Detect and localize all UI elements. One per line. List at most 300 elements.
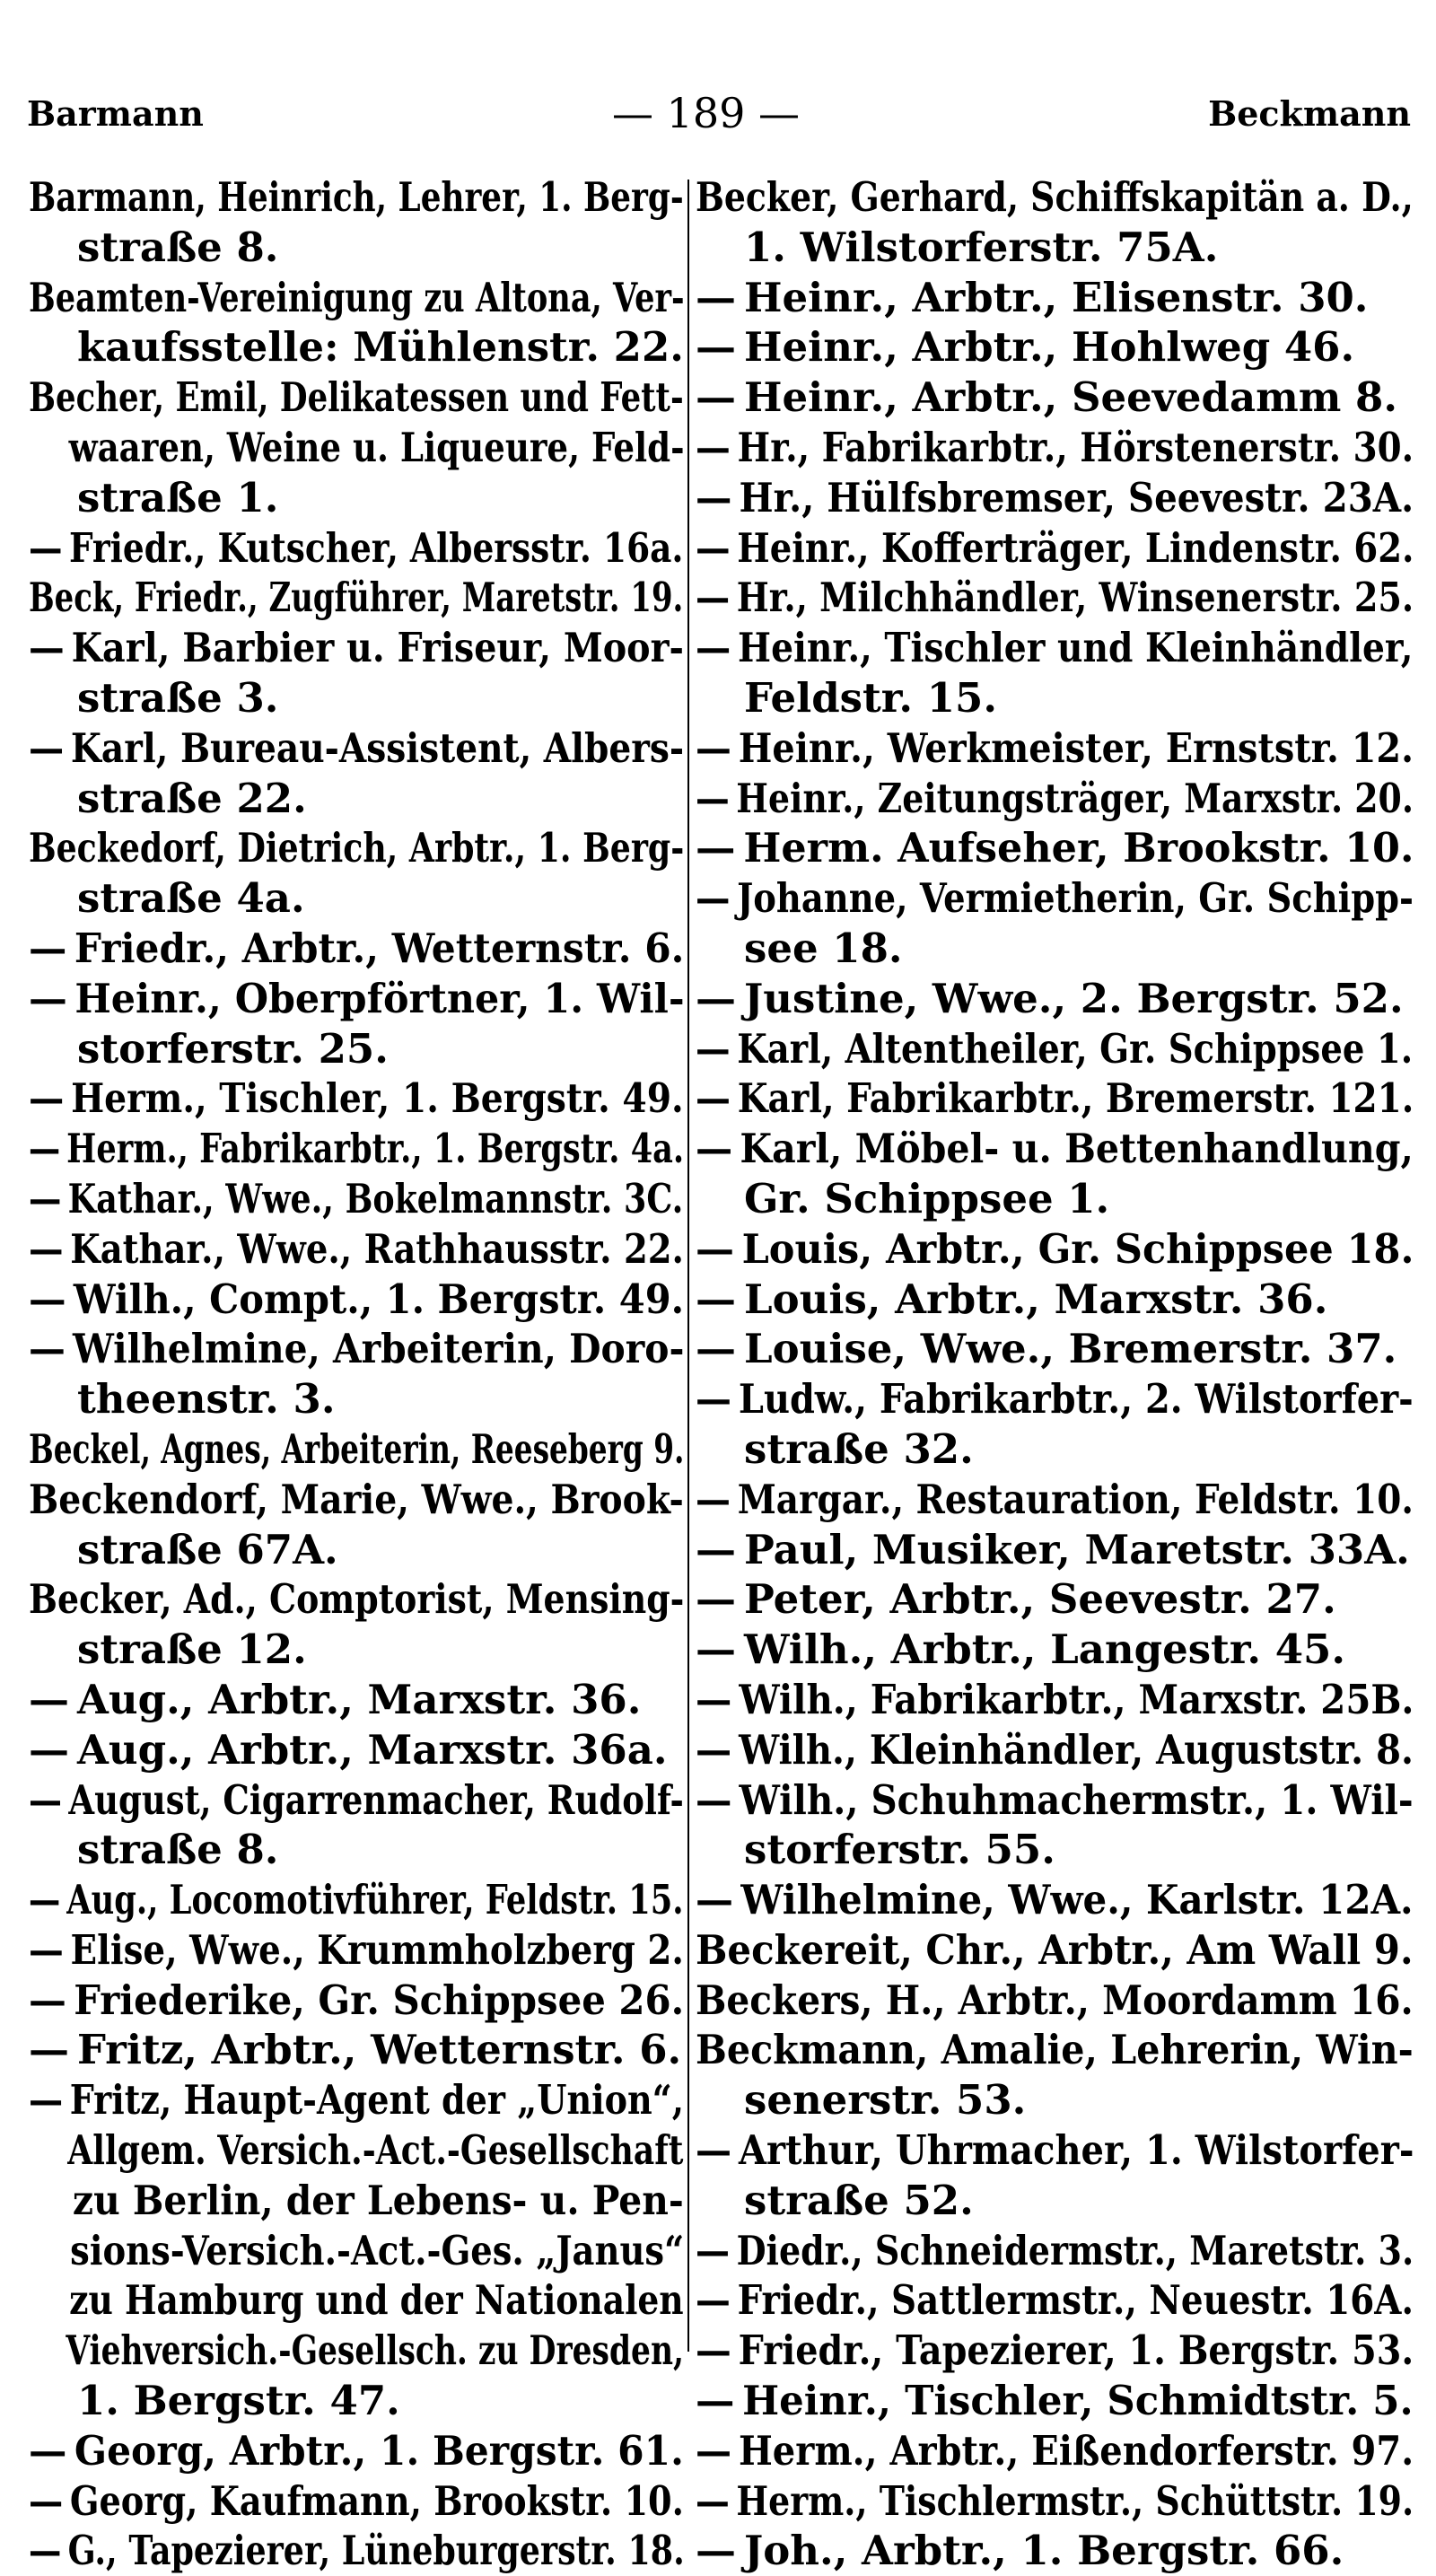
ditto-dash: — [696,323,736,372]
ditto-dash: — [696,824,736,872]
entry-text: kaufsstelle: Mühlenstr. 22. [76,323,684,372]
directory-entry [29,974,684,1074]
entry-line [29,774,684,824]
ditto-dash: — [696,1775,732,1824]
entry-line [696,723,1414,774]
entry-text: straße 52. [744,2176,974,2224]
entry-line [29,673,684,723]
entry-line [696,1024,1414,1074]
ditto-dash: — [696,2276,731,2325]
entry-line [696,172,1414,223]
entry-line [29,1675,684,1725]
entry-line [29,2226,685,2276]
entry-line [29,473,684,523]
entry-text: Herm., Tischler, 1. Bergstr. 49. [71,1074,684,1123]
entry-text: Paul, Musiker, Maretstr. 33A. [744,1525,1410,1573]
directory-entry [29,1275,684,1325]
ditto-dash: — [696,2326,731,2375]
directory-entry [29,723,684,824]
directory-entry [29,2025,684,2075]
entry-text: Friedr., Kutscher, Albersstr. 16a. [68,523,684,572]
ditto-dash: — [696,1325,736,1373]
entry-line [29,172,684,223]
entry-text: see 18. [744,924,903,972]
entry-line [29,1525,684,1575]
entry-line [696,1324,1414,1374]
directory-entry [696,322,1414,372]
entry-line [696,322,1414,372]
entry-text: Fritz, Haupt-Agent der „Union“, [69,2076,684,2125]
entry-line [29,623,684,673]
directory-entry [29,2526,684,2576]
entry-line [29,573,684,623]
directory-entry [29,1224,684,1275]
entry-text: G., Tapezierer, Lüneburgerstr. 18. [67,2527,685,2575]
page-header [27,86,1411,140]
entry-line [29,924,685,974]
entry-line [29,873,684,924]
directory-entry [29,372,684,522]
ditto-dash: — [696,2126,732,2175]
entry-line [29,1174,684,1224]
entry-text: Herm. Aufseher, Brookstr. 10. [743,824,1414,872]
directory-entry [696,873,1414,974]
ditto-dash: — [696,473,732,521]
ditto-dash: — [29,924,67,972]
entry-text: Barmann, Heinrich, Lehrer, 1. Berg- [29,173,684,221]
directory-entry [29,1073,684,1124]
ditto-dash: — [696,523,731,572]
running-head-left: Barmann [27,92,204,134]
entry-line [696,974,1414,1024]
ditto-dash: — [696,723,731,772]
entry-text: Herm., Tischlermstr., Schüttstr. 19. [736,2476,1414,2525]
entry-line [29,1073,684,1124]
ditto-dash: — [696,2377,735,2425]
entry-text: straße 8. [77,223,279,271]
entry-line [696,2526,1414,2576]
entry-line [29,1224,684,1275]
entry-line [29,1424,685,1475]
entry-text: Heinr., Tischler und Kleinhändler, [738,624,1414,672]
entry-line [696,1574,1414,1625]
ditto-dash: — [29,1224,64,1273]
ditto-dash: — [29,2476,64,2525]
entry-text: Viehversich.-Gesellsch. zu Dresden, [66,2326,685,2375]
directory-entry [29,1875,684,1925]
entry-line [696,223,1414,273]
entry-text: Heinr., Tischler, Schmidtstr. 5. [742,2377,1414,2425]
entry-text: straße 12. [77,1625,307,1674]
directory-entry [696,2326,1414,2376]
directory-entry [696,2125,1414,2226]
ditto-dash: — [29,723,65,772]
directory-entry [29,2426,684,2476]
entry-text: Becher, Emil, Delikatessen und Fett- [29,373,684,422]
entry-text: Wilh., Compt., 1. Bergstr. 49. [73,1275,685,1323]
entry-line [696,2176,1414,2226]
directory-entry [29,523,684,574]
entry-line [29,1574,685,1625]
entry-text: Becker, Ad., Comptorist, Mensing- [29,1575,685,1624]
entry-line [29,1124,685,1174]
ditto-dash: — [696,974,736,1022]
entry-text: Georg, Kaufmann, Brookstr. 10. [69,2476,684,2525]
directory-entry [696,1275,1414,1325]
ditto-dash: — [696,874,731,923]
entry-text: Friedr., Sattlermstr., Neuestr. 16A. [737,2276,1414,2325]
ditto-dash: — [696,273,736,321]
entry-line [696,1124,1414,1174]
ditto-dash: — [29,1275,66,1323]
ditto-dash: — [696,2426,732,2475]
directory-entry [696,523,1414,574]
entry-text: Beamten-Vereinigung zu Altona, Ver- [29,273,685,321]
entry-line [29,1475,684,1525]
entry-text: senerstr. 53. [744,2076,1027,2125]
ditto-dash: — [696,1575,736,1624]
entry-text: zu Hamburg und der Nationalen [69,2276,684,2325]
ditto-dash: — [29,1325,66,1373]
directory-entry [696,2025,1414,2125]
directory-entry [696,2526,1414,2576]
entry-line [696,1275,1414,1325]
entry-text: Georg, Arbtr., 1. Bergstr. 61. [74,2426,684,2475]
right-column [696,172,1414,2576]
directory-entry [696,1024,1414,1074]
directory-entry [696,623,1414,723]
entry-text: theenstr. 3. [77,1375,336,1424]
entry-line [696,423,1414,473]
directory-entry [29,1574,684,1675]
entry-line [696,1775,1414,1826]
entry-text: Hr., Fabrikarbtr., Hörstenerstr. 30. [737,423,1414,471]
ditto-dash: — [696,624,731,672]
directory-entry [29,1475,684,1575]
directory-entry [29,623,684,723]
entry-text: Heinr., Werkmeister, Ernststr. 12. [738,723,1414,772]
entry-line [696,1625,1414,1675]
directory-entry [29,1775,684,1876]
entry-text: Heinr., Arbtr., Elisenstr. 30. [744,273,1369,321]
directory-entry [29,1424,684,1475]
entry-text: Friedr., Tapezierer, 1. Bergstr. 53. [738,2326,1414,2375]
entry-line [696,1675,1414,1725]
ditto-dash: — [29,1925,64,1974]
entry-text: Beckmann, Amalie, Lehrerin, Win- [696,2026,1414,2074]
entry-line [29,823,685,873]
directory-entry [696,1725,1414,1775]
entry-text: Margar., Restauration, Feldstr. 10. [737,1475,1414,1523]
entry-text: Louise, Wwe., Bremerstr. 37. [744,1325,1397,1373]
entry-line [29,1725,684,1775]
entry-line [29,1775,684,1826]
directory-entry [696,172,1414,273]
entry-text: Beckedorf, Dietrich, Arbtr., 1. Berg- [29,824,685,872]
entry-line [696,2426,1414,2476]
directory-entry [696,1574,1414,1625]
ditto-dash: — [696,1275,736,1323]
entry-text: Gr. Schippsee 1. [744,1174,1110,1222]
ditto-dash: — [696,1725,732,1774]
ditto-dash: — [29,1725,69,1774]
entry-line [29,1374,684,1424]
ditto-dash: — [696,1125,733,1173]
entry-line [696,2125,1414,2176]
directory-entry [696,1875,1414,1925]
entry-line [696,1825,1414,1875]
ditto-dash: — [29,974,67,1022]
entry-line [696,273,1414,323]
entry-text: Aug., Locomotivführer, Feldstr. 15. [66,1876,684,1924]
ditto-dash: — [696,1074,731,1123]
entry-text: Louis, Arbtr., Gr. Schippsee 18. [741,1224,1414,1273]
directory-entry [29,1725,684,1775]
directory-entry [696,1475,1414,1525]
directory-entry [29,1925,684,1976]
ditto-dash: — [29,1174,62,1222]
ditto-dash: — [29,523,63,572]
directory-entry [29,172,684,273]
entry-text: Aug., Arbtr., Marxstr. 36a. [77,1725,668,1774]
entry-line [696,2376,1414,2426]
directory-entry [696,974,1414,1024]
ditto-dash: — [29,1876,61,1924]
ditto-dash: — [29,1125,61,1173]
entry-text: Feldstr. 15. [744,673,997,722]
entry-text: Fritz, Arbtr., Wetternstr. 6. [77,2026,682,2074]
directory-entry [29,273,684,373]
entry-line [696,1374,1414,1424]
entry-line [29,223,684,273]
directory-entry [696,1675,1414,1725]
ditto-dash: — [29,2026,69,2074]
entry-text: Heinr., Zeitungsträger, Marxstr. 20. [736,774,1414,822]
directory-entry [29,1174,684,1224]
entry-text: Johanne, Vermietherin, Gr. Schipp- [737,874,1414,923]
ditto-dash: — [696,373,736,422]
entry-text: Heinr., Arbtr., Hohlweg 46. [744,323,1355,372]
entry-text: Beckendorf, Marie, Wwe., Brook- [29,1475,684,1523]
directory-entry [696,1976,1414,2026]
entry-text: Beckel, Agnes, Arbeiterin, Reeseberg 9. [29,1424,685,1473]
entry-text: Wilh., Schuhmachermstr., 1. Wil- [739,1775,1414,1824]
entry-line [696,2476,1414,2527]
ditto-dash: — [696,2476,730,2525]
entry-text: Heinr., Oberpförtner, 1. Wil- [74,974,685,1022]
ditto-dash: — [696,1876,733,1924]
entry-line [696,2326,1414,2376]
directory-entry [696,573,1414,623]
entry-text: Diedr., Schneidermstr., Maretstr. 3. [736,2226,1414,2274]
ditto-dash: — [29,1074,65,1123]
entry-line [696,2275,1414,2326]
directory-entry [696,2426,1414,2476]
directory-entry [696,1324,1414,1374]
ditto-dash: — [696,1625,736,1674]
directory-entry [696,423,1414,473]
directory-entry [29,1976,684,2026]
entry-text: straße 3. [77,673,279,722]
entry-line [29,2426,684,2476]
ditto-dash: — [29,624,65,672]
directory-entry [696,2476,1414,2527]
entry-line [29,1925,684,1976]
directory-entry [696,1775,1414,1876]
entry-text: Justine, Wwe., 2. Bergstr. 52. [744,974,1404,1022]
entry-line [696,573,1414,623]
directory-entry [696,2226,1414,2276]
entry-text: Karl, Barbier u. Friseur, Moor- [71,624,684,672]
directory-entry [29,924,684,974]
ditto-dash: — [29,2426,67,2475]
entry-text: Hr., Hülfsbremser, Seevestr. 23A. [739,473,1414,521]
entry-text: Heinr., Arbtr., Seevedamm 8. [744,373,1398,422]
ditto-dash: — [696,423,731,471]
entry-text: Karl, Bureau-Assistent, Albers- [70,723,685,772]
directory-entry [29,823,684,924]
entry-line [696,1875,1414,1925]
entry-text: straße 1. [77,473,279,521]
ditto-dash: — [696,2226,730,2274]
entry-line [29,2326,685,2376]
entry-text: Hr., Milchhändler, Winsenerstr. 25. [736,574,1414,622]
entry-text: Beck, Friedr., Zugführer, Maretstr. 19. [29,574,684,622]
entry-line [696,774,1414,824]
directory-entry [696,1124,1414,1224]
entry-text: August, Cigarrenmacher, Rudolf- [68,1775,684,1824]
directory-entry [696,1925,1414,1976]
directory-entry [696,1525,1414,1575]
entry-line [696,2075,1414,2125]
entry-line [29,1324,685,1374]
entry-text: Herm., Fabrikarbtr., 1. Bergstr. 4a. [66,1125,685,1173]
entry-line [696,372,1414,423]
column-divider [687,180,689,2352]
entry-text: Becker, Gerhard, Schiffskapitän a. D., [696,173,1414,221]
entry-text: Karl, Altentheiler, Gr. Schippsee 1. [737,1024,1414,1073]
entry-line [696,1475,1414,1525]
entry-line [29,1976,685,2026]
running-head-right: Beckmann [1208,92,1411,134]
directory-entry [696,372,1414,423]
entry-line [29,2275,684,2326]
directory-entry [696,774,1414,824]
entry-text: Ludw., Fabrikarbtr., 2. Wilstorfer- [738,1375,1414,1424]
entry-line [696,1925,1414,1976]
entry-text: Allgem. Versich.-Act.-Gesellschaft [67,2126,684,2175]
entry-line [29,2075,684,2125]
ditto-dash: — [29,2076,64,2125]
entry-line [696,1525,1414,1575]
ditto-dash: — [696,1375,731,1424]
directory-entry [696,2275,1414,2326]
directory-entry [696,823,1414,873]
entry-line [29,2125,684,2176]
directory-entry [696,273,1414,323]
entry-line [696,623,1414,673]
entry-text: Karl, Möbel- u. Bettenhandlung, [740,1125,1414,1173]
entry-line [696,673,1414,723]
entry-line [696,823,1414,873]
entry-line [696,1976,1414,2026]
entry-line [29,1875,684,1925]
entry-line [29,523,684,574]
entry-line [696,473,1414,523]
entry-line [29,2476,684,2527]
entry-text: straße 32. [744,1424,974,1473]
entry-line [696,1174,1414,1224]
directory-entry [696,1224,1414,1275]
entry-line [696,873,1414,924]
ditto-dash: — [696,574,731,622]
ditto-dash: — [29,1775,62,1824]
ditto-dash: — [696,2527,736,2575]
entry-text: Arthur, Uhrmacher, 1. Wilstorfer- [739,2126,1414,2175]
left-column [29,172,684,2576]
entry-line [29,423,685,473]
entry-line [696,523,1414,574]
ditto-dash: — [696,1224,734,1273]
entry-line [29,2176,684,2226]
entry-line [29,372,684,423]
ditto-dash: — [29,2527,62,2575]
entry-line [29,1024,684,1074]
entry-text: Wilhelmine, Wwe., Karlstr. 12A. [740,1876,1414,1924]
ditto-dash: — [696,1675,732,1723]
entry-line [29,723,685,774]
entry-text: Kathar., Wwe., Bokelmannstr. 3C. [67,1174,684,1222]
entry-text: straße 22. [77,774,307,822]
entry-text: Herm., Arbtr., Eißendorferstr. 97. [739,2426,1414,2475]
directory-entry [696,1374,1414,1475]
ditto-dash: — [29,1675,69,1723]
directory-entry [29,2476,684,2527]
entry-text: Karl, Fabrikarbtr., Bremerstr. 121. [737,1074,1414,1123]
entry-text: Joh., Arbtr., 1. Bergstr. 66. [744,2527,1344,2575]
directory-entry [29,1675,684,1725]
entry-line [696,2025,1414,2075]
entry-text: Wilh., Kleinhändler, Auguststr. 8. [739,1725,1414,1774]
entry-text: 1. Wilstorferstr. 75A. [744,223,1219,271]
directory-entry [696,473,1414,523]
directory-entry [696,1073,1414,1124]
entry-line [29,1625,684,1675]
entry-text: Peter, Arbtr., Seevestr. 27. [744,1575,1336,1624]
entry-text: Aug., Arbtr., Marxstr. 36. [77,1675,642,1723]
entry-line [29,322,683,372]
entry-line [696,1224,1414,1275]
ditto-dash: — [696,1024,731,1073]
ditto-dash: — [696,1525,736,1573]
entry-line [29,1825,684,1875]
ditto-dash: — [696,1475,731,1523]
entry-line [696,1424,1414,1475]
entry-line [29,2526,685,2576]
entry-text: Beckereit, Chr., Arbtr., Am Wall 9. [696,1925,1414,1974]
entry-line [29,273,685,323]
entry-text: Beckers, H., Arbtr., Moordamm 16. [696,1976,1414,2024]
directory-entry [29,1124,684,1174]
entry-line [29,974,685,1024]
entry-text: zu Berlin, der Lebens- u. Pen- [72,2176,684,2224]
page-number: — 189 — [611,89,801,137]
entry-text: Louis, Arbtr., Marxstr. 36. [744,1275,1328,1323]
entry-text: Wilh., Arbtr., Langestr. 45. [744,1625,1346,1674]
entry-text: Kathar., Wwe., Rathhausstr. 22. [70,1224,684,1273]
entry-text: sions-Versich.-Act.-Ges. „Janus“ [70,2226,685,2274]
ditto-dash: — [29,1976,66,2024]
